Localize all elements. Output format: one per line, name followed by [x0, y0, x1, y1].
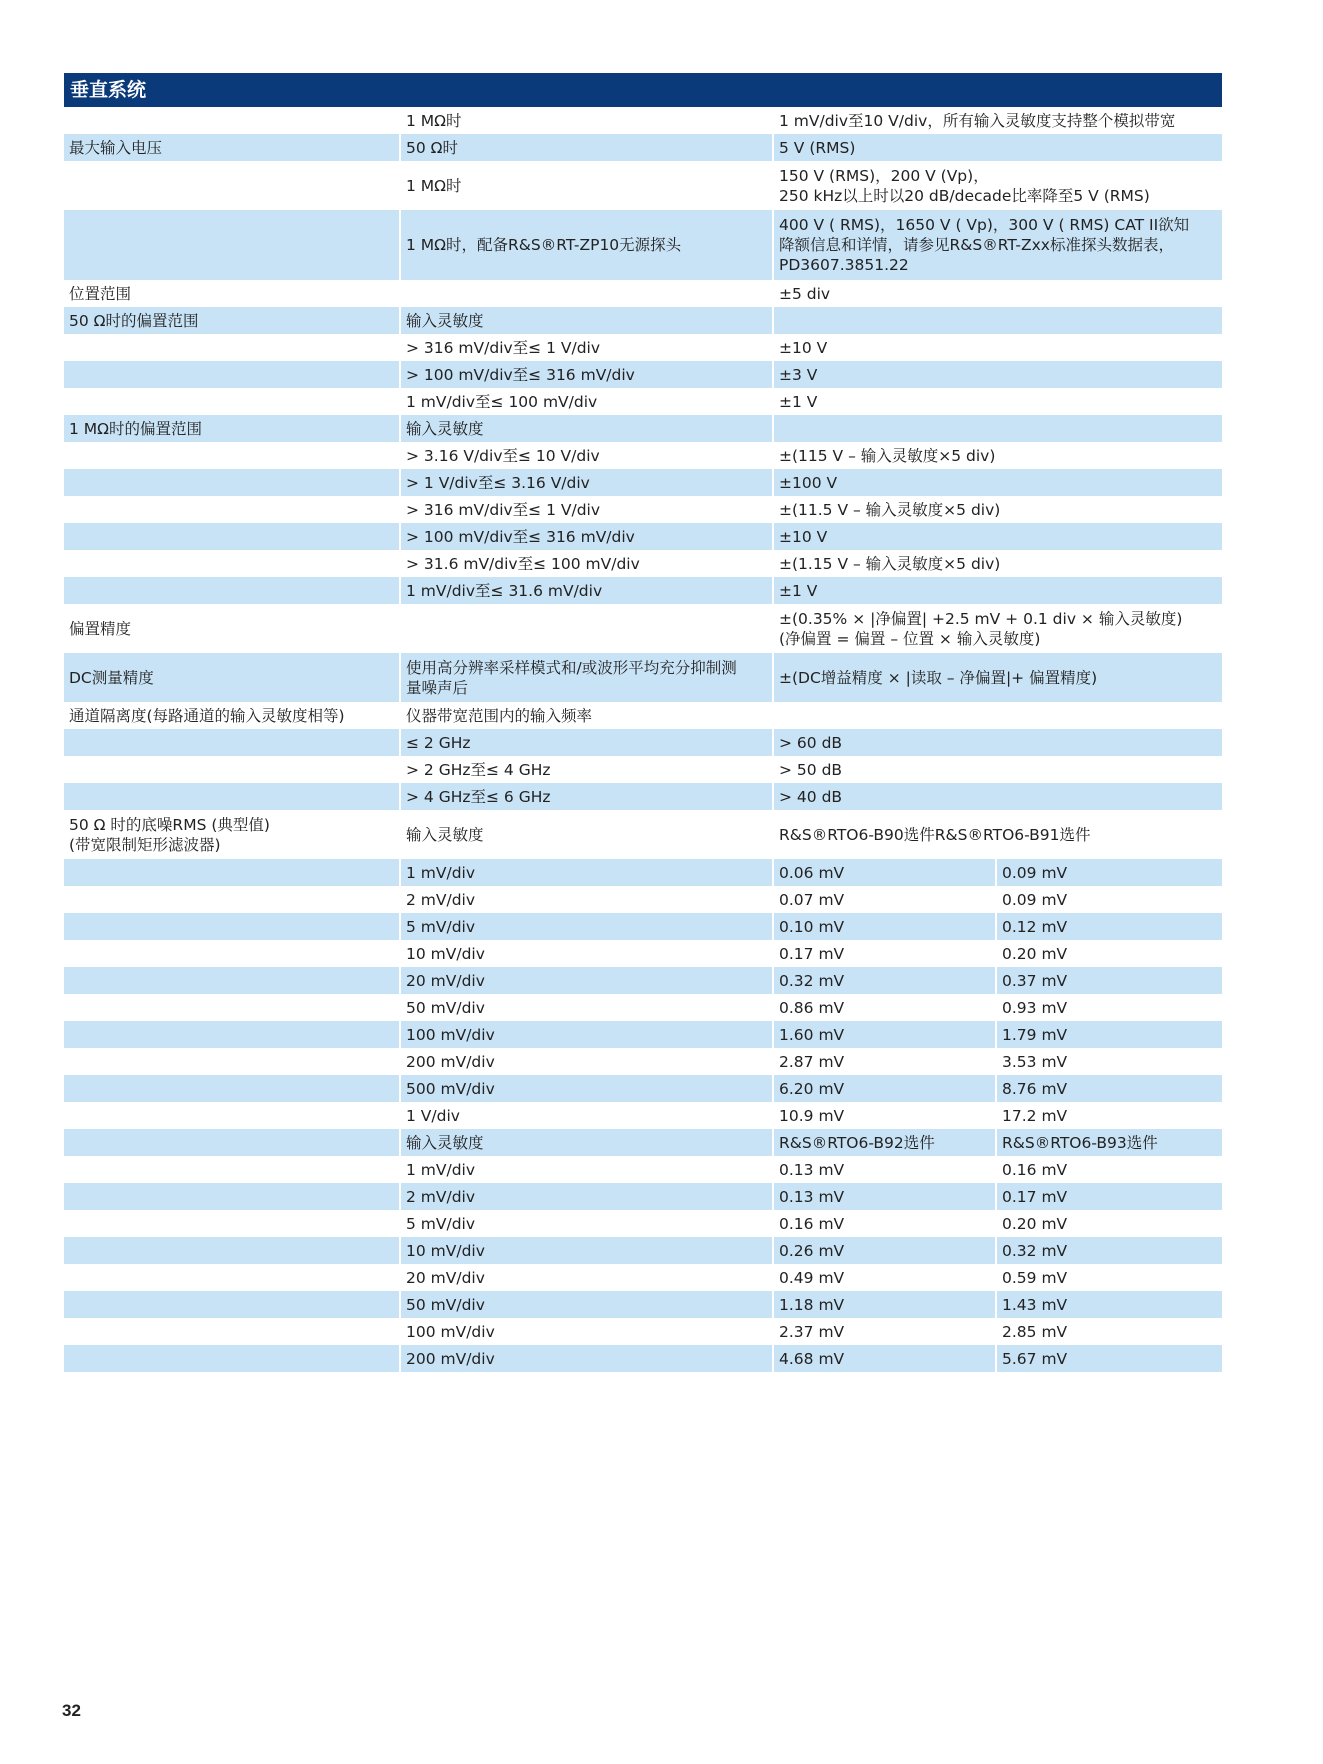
value2-cell: 2.85 mV [996, 1318, 1222, 1345]
value-cell-line: 250 kHz以上时以20 dB/decade比率降至5 V (RMS) [779, 186, 1150, 205]
spec-sheet [64, 73, 1222, 1372]
value-cell: ±1 V [773, 388, 1222, 415]
parameter-cell [64, 334, 400, 361]
parameter-cell [64, 210, 400, 280]
condition-cell: 输入灵敏度 [400, 810, 773, 859]
table-row [64, 653, 1222, 702]
value-cell: > 50 dB [773, 756, 1222, 783]
value-cell: R&S®RTO6-B92选件 [773, 1129, 996, 1156]
parameter-cell [64, 1318, 400, 1345]
section-header: 垂直系统 [64, 73, 1222, 107]
value-cell: ±(DC增益精度 × |读取 – 净偏置|+ 偏置精度) [773, 653, 1222, 702]
parameter-cell [64, 1075, 400, 1102]
parameter-cell [64, 859, 400, 886]
value-cell [773, 415, 1222, 442]
table-row [64, 334, 1222, 361]
parameter-cell [64, 1129, 400, 1156]
value2-cell: 0.12 mV [996, 913, 1222, 940]
value-cell: ±10 V [773, 334, 1222, 361]
parameter-cell [64, 577, 400, 604]
spec-table-body [64, 107, 1222, 1372]
table-row [64, 210, 1222, 280]
table-row [64, 859, 1222, 886]
value-cell: 10.9 mV [773, 1102, 996, 1129]
table-row [64, 1102, 1222, 1129]
parameter-cell [64, 1156, 400, 1183]
table-row [64, 577, 1222, 604]
table-row [64, 107, 1222, 134]
value-cell [773, 702, 1222, 729]
value-cell: > 40 dB [773, 783, 1222, 810]
value-cell: 0.06 mV [773, 859, 996, 886]
value-cell [773, 161, 1222, 210]
parameter-cell [64, 1021, 400, 1048]
condition-cell [400, 653, 773, 702]
condition-cell: 20 mV/div [400, 1264, 773, 1291]
condition-cell: 1 mV/div至≤ 100 mV/div [400, 388, 773, 415]
table-row [64, 1129, 1222, 1156]
condition-cell-line: 量噪声后 [406, 678, 469, 697]
condition-cell: 100 mV/div [400, 1318, 773, 1345]
parameter-cell: 1 MΩ时的偏置范围 [64, 415, 400, 442]
parameter-cell [64, 1264, 400, 1291]
table-row [64, 280, 1222, 307]
value-cell: 0.10 mV [773, 913, 996, 940]
value2-cell: 0.32 mV [996, 1237, 1222, 1264]
parameter-cell [64, 940, 400, 967]
value-cell: ±(115 V – 输入灵敏度×5 div) [773, 442, 1222, 469]
spec-table [64, 107, 1222, 1372]
condition-cell: 100 mV/div [400, 1021, 773, 1048]
condition-cell: > 316 mV/div至≤ 1 V/div [400, 334, 773, 361]
value2-cell: 17.2 mV [996, 1102, 1222, 1129]
value-cell: 0.32 mV [773, 967, 996, 994]
condition-cell: > 2 GHz至≤ 4 GHz [400, 756, 773, 783]
condition-cell: 5 mV/div [400, 1210, 773, 1237]
parameter-cell [64, 550, 400, 577]
value2-cell: 1.79 mV [996, 1021, 1222, 1048]
value2-cell: 0.20 mV [996, 940, 1222, 967]
table-row [64, 361, 1222, 388]
value-cell-line: PD3607.3851.22 [779, 256, 909, 274]
condition-cell: > 31.6 mV/div至≤ 100 mV/div [400, 550, 773, 577]
condition-cell: 1 mV/div至≤ 31.6 mV/div [400, 577, 773, 604]
value-cell-line: 400 V ( RMS)，1650 V ( Vp)，300 V ( RMS) CAT II欲知 [779, 216, 1190, 234]
value-cell: R&S®RTO6-B90选件R&S®RTO6-B91选件 [773, 810, 1222, 859]
parameter-cell [64, 913, 400, 940]
condition-cell: > 100 mV/div至≤ 316 mV/div [400, 361, 773, 388]
condition-cell: > 1 V/div至≤ 3.16 V/div [400, 469, 773, 496]
parameter-cell [64, 729, 400, 756]
parameter-cell [64, 523, 400, 550]
parameter-cell [64, 1183, 400, 1210]
condition-cell: 50 mV/div [400, 1291, 773, 1318]
table-row [64, 1318, 1222, 1345]
value-cell: 2.87 mV [773, 1048, 996, 1075]
table-row [64, 1345, 1222, 1372]
parameter-cell [64, 361, 400, 388]
condition-cell: 50 Ω时 [400, 134, 773, 161]
value-cell: 1.18 mV [773, 1291, 996, 1318]
table-row [64, 1210, 1222, 1237]
table-row [64, 307, 1222, 334]
table-row [64, 604, 1222, 653]
value2-cell: 0.17 mV [996, 1183, 1222, 1210]
value-cell: 0.17 mV [773, 940, 996, 967]
table-row [64, 1075, 1222, 1102]
value-cell: 0.86 mV [773, 994, 996, 1021]
table-row [64, 913, 1222, 940]
value-cell-line: 降额信息和详情，请参见R&S®RT-Zxx标准探头数据表， [779, 236, 1174, 254]
condition-cell: 200 mV/div [400, 1048, 773, 1075]
parameter-cell [64, 1048, 400, 1075]
value-cell: 0.07 mV [773, 886, 996, 913]
parameter-cell: 偏置精度 [64, 604, 400, 653]
value-cell: 5 V (RMS) [773, 134, 1222, 161]
value-cell: ±5 div [773, 280, 1222, 307]
table-row [64, 469, 1222, 496]
table-row [64, 161, 1222, 210]
value-cell: ±100 V [773, 469, 1222, 496]
table-row [64, 994, 1222, 1021]
table-row [64, 783, 1222, 810]
condition-cell: 1 mV/div [400, 1156, 773, 1183]
value2-cell: 0.20 mV [996, 1210, 1222, 1237]
condition-cell: 5 mV/div [400, 913, 773, 940]
value2-cell: 1.43 mV [996, 1291, 1222, 1318]
value-cell: 0.13 mV [773, 1183, 996, 1210]
condition-cell: 10 mV/div [400, 940, 773, 967]
value-cell: 2.37 mV [773, 1318, 996, 1345]
value2-cell: 3.53 mV [996, 1048, 1222, 1075]
value-cell: ±(11.5 V – 输入灵敏度×5 div) [773, 496, 1222, 523]
parameter-cell [64, 496, 400, 523]
condition-cell: 输入灵敏度 [400, 1129, 773, 1156]
condition-cell [400, 280, 773, 307]
table-row [64, 550, 1222, 577]
value2-cell: 5.67 mV [996, 1345, 1222, 1372]
parameter-cell: 通道隔离度(每路通道的输入灵敏度相等) [64, 702, 400, 729]
value2-cell: 0.09 mV [996, 886, 1222, 913]
value-cell: ±10 V [773, 523, 1222, 550]
condition-cell: > 100 mV/div至≤ 316 mV/div [400, 523, 773, 550]
table-row [64, 388, 1222, 415]
table-row [64, 729, 1222, 756]
value2-cell: 0.16 mV [996, 1156, 1222, 1183]
parameter-cell [64, 1210, 400, 1237]
parameter-cell: 50 Ω时的偏置范围 [64, 307, 400, 334]
value2-cell: 0.37 mV [996, 967, 1222, 994]
parameter-cell [64, 967, 400, 994]
page-number: 32 [62, 1701, 81, 1720]
condition-cell: 2 mV/div [400, 1183, 773, 1210]
condition-cell: > 4 GHz至≤ 6 GHz [400, 783, 773, 810]
table-row [64, 1156, 1222, 1183]
parameter-cell [64, 1237, 400, 1264]
condition-cell: 200 mV/div [400, 1345, 773, 1372]
condition-cell: > 3.16 V/div至≤ 10 V/div [400, 442, 773, 469]
condition-cell: 1 V/div [400, 1102, 773, 1129]
condition-cell: ≤ 2 GHz [400, 729, 773, 756]
table-row [64, 134, 1222, 161]
value-cell: 0.26 mV [773, 1237, 996, 1264]
parameter-cell [64, 107, 400, 134]
parameter-cell [64, 994, 400, 1021]
condition-cell: 仪器带宽范围内的输入频率 [400, 702, 773, 729]
value-cell: ±1 V [773, 577, 1222, 604]
value2-cell: 0.59 mV [996, 1264, 1222, 1291]
condition-cell: 1 MΩ时，配备R&S®RT-ZP10无源探头 [400, 210, 773, 280]
value-cell: 4.68 mV [773, 1345, 996, 1372]
value2-cell: 0.93 mV [996, 994, 1222, 1021]
parameter-cell [64, 1102, 400, 1129]
value-cell: ±3 V [773, 361, 1222, 388]
table-row [64, 702, 1222, 729]
table-row [64, 1048, 1222, 1075]
value2-cell: 8.76 mV [996, 1075, 1222, 1102]
condition-cell: 20 mV/div [400, 967, 773, 994]
parameter-cell [64, 756, 400, 783]
table-row [64, 940, 1222, 967]
value-cell: 0.16 mV [773, 1210, 996, 1237]
table-row [64, 1264, 1222, 1291]
value-cell: 6.20 mV [773, 1075, 996, 1102]
condition-cell: 2 mV/div [400, 886, 773, 913]
parameter-cell-line: 50 Ω 时的底噪RMS (典型值) [69, 815, 270, 834]
parameter-cell [64, 886, 400, 913]
table-row [64, 967, 1222, 994]
parameter-cell: DC测量精度 [64, 653, 400, 702]
value2-cell: R&S®RTO6-B93选件 [996, 1129, 1222, 1156]
parameter-cell: 位置范围 [64, 280, 400, 307]
table-row [64, 442, 1222, 469]
value-cell: 0.49 mV [773, 1264, 996, 1291]
table-row [64, 1291, 1222, 1318]
value-cell-line: 150 V (RMS)，200 V (Vp)， [779, 166, 989, 185]
condition-cell: 500 mV/div [400, 1075, 773, 1102]
table-row [64, 523, 1222, 550]
condition-cell: > 316 mV/div至≤ 1 V/div [400, 496, 773, 523]
parameter-cell [64, 469, 400, 496]
parameter-cell [64, 1345, 400, 1372]
parameter-cell [64, 161, 400, 210]
value-cell [773, 604, 1222, 653]
value-cell: 1.60 mV [773, 1021, 996, 1048]
condition-cell: 1 MΩ时 [400, 107, 773, 134]
parameter-cell: 最大输入电压 [64, 134, 400, 161]
table-row [64, 1183, 1222, 1210]
value-cell: 0.13 mV [773, 1156, 996, 1183]
value-cell: 1 mV/div至10 V/div，所有输入灵敏度支持整个模拟带宽 [773, 107, 1222, 134]
parameter-cell [64, 388, 400, 415]
value-cell-line: (净偏置 = 偏置 – 位置 × 输入灵敏度) [779, 629, 1041, 648]
table-row [64, 1237, 1222, 1264]
value-cell: > 60 dB [773, 729, 1222, 756]
condition-cell: 10 mV/div [400, 1237, 773, 1264]
parameter-cell [64, 810, 400, 859]
table-row [64, 886, 1222, 913]
table-row [64, 756, 1222, 783]
parameter-cell [64, 1291, 400, 1318]
condition-cell: 1 mV/div [400, 859, 773, 886]
table-row [64, 496, 1222, 523]
table-row [64, 810, 1222, 859]
value-cell [773, 307, 1222, 334]
condition-cell: 输入灵敏度 [400, 415, 773, 442]
parameter-cell [64, 783, 400, 810]
value-cell-line: ±(0.35% × |净偏置| +2.5 mV + 0.1 div × 输入灵敏度) [779, 609, 1183, 628]
condition-cell: 输入灵敏度 [400, 307, 773, 334]
value2-cell: 0.09 mV [996, 859, 1222, 886]
condition-cell [400, 604, 773, 653]
parameter-cell [64, 442, 400, 469]
condition-cell: 1 MΩ时 [400, 161, 773, 210]
condition-cell-line: 使用高分辨率采样模式和/或波形平均充分抑制测 [406, 658, 737, 677]
condition-cell: 50 mV/div [400, 994, 773, 1021]
table-row [64, 415, 1222, 442]
parameter-cell-line: (带宽限制矩形滤波器) [69, 835, 221, 854]
value-cell: ±(1.15 V – 输入灵敏度×5 div) [773, 550, 1222, 577]
value-cell [773, 210, 1222, 280]
table-row [64, 1021, 1222, 1048]
